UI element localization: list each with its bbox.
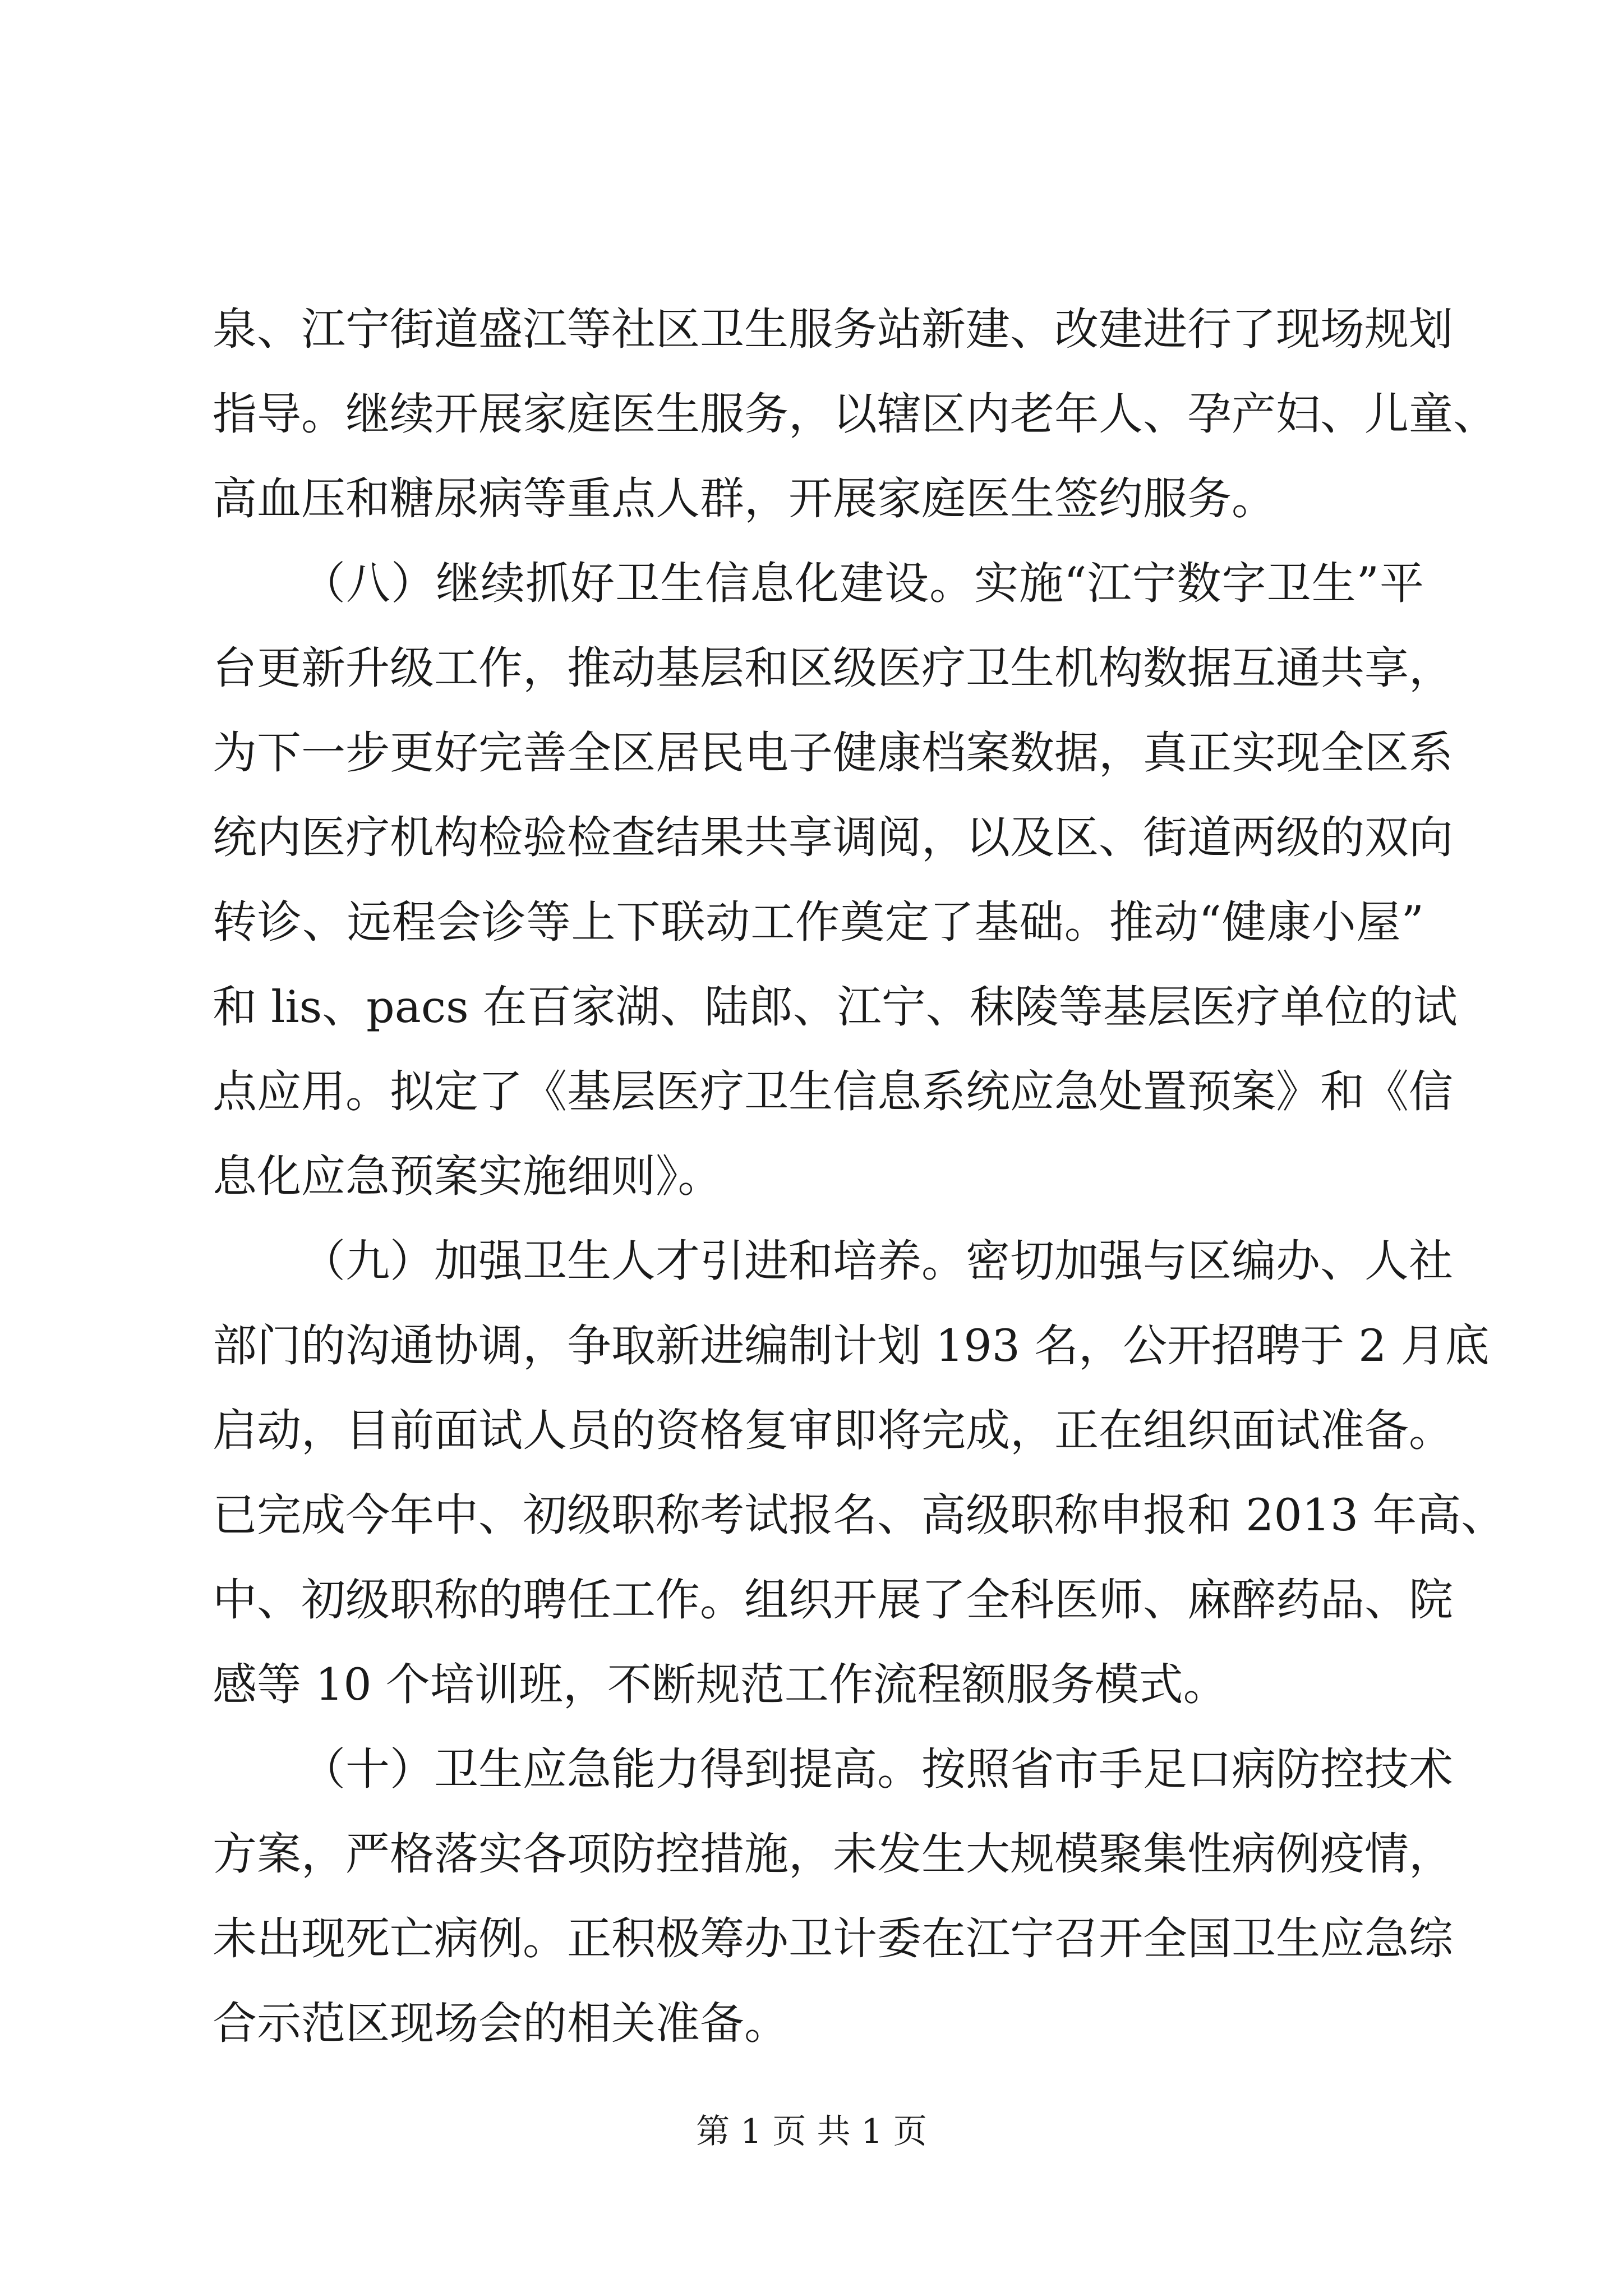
body-line: 中、初级职称的聘任工作。组织开展了全科医师、麻醉药品、院	[213, 1574, 1453, 1626]
body-line: 高血压和糖尿病等重点人群，开展家庭医生签约服务。	[213, 473, 1276, 524]
body-line: 方案，严格落实各项防控措施，未发生大规模聚集性病例疫情，	[213, 1828, 1453, 1880]
body-line: 点应用。拟定了《基层医疗卫生信息系统应急处置预案》和《信	[213, 1066, 1453, 1117]
body-line: 指导。继续开展家庭医生服务，以辖区内老年人、孕产妇、儿童、	[213, 388, 1497, 440]
body-line: 统内医疗机构检验检查结果共享调阅，以及区、街道两级的双向	[213, 812, 1453, 863]
body-line: 台更新升级工作，推动基层和区级医疗卫生机构数据互通共享，	[213, 642, 1453, 694]
section-heading-line: （十）卫生应急能力得到提高。按照省市手足口病防控技术	[301, 1743, 1453, 1795]
section-heading-line: （九）加强卫生人才引进和培养。密切加强与区编办、人社	[301, 1235, 1453, 1287]
body-line: 已完成今年中、初级职称考试报名、高级职称申报和 2013 年高、	[213, 1489, 1506, 1541]
body-line: 息化应急预案实施细则》。	[213, 1151, 722, 1202]
body-line: 部门的沟通协调，争取新进编制计划 193 名，公开招聘于 2 月底	[213, 1320, 1490, 1372]
body-line: 未出现死亡病例。正积极筹办卫计委在江宁召开全国卫生应急综	[213, 1913, 1453, 1964]
section-heading-line: （八）继续抓好卫生信息化建设。实施“江宁数字卫生”平	[301, 558, 1424, 609]
body-line: 转诊、远程会诊等上下联动工作奠定了基础。推动“健康小屋”	[213, 896, 1424, 948]
body-line: 感等 10 个培训班，不断规范工作流程额服务模式。	[213, 1659, 1228, 1710]
body-line: 和 lis、pacs 在百家湖、陆郎、江宁、秣陵等基层医疗单位的试	[213, 981, 1458, 1033]
body-line: 泉、江宁街道盛江等社区卫生服务站新建、改建进行了现场规划	[213, 303, 1453, 355]
body-line: 启动，目前面试人员的资格复审即将完成，正在组织面试准备。	[213, 1405, 1453, 1456]
page-number-footer: 第 1 页 共 1 页	[696, 2112, 927, 2151]
body-line: 为下一步更好完善全区居民电子健康档案数据，真正实现全区系	[213, 727, 1453, 779]
body-line: 合示范区现场会的相关准备。	[213, 1998, 789, 2049]
